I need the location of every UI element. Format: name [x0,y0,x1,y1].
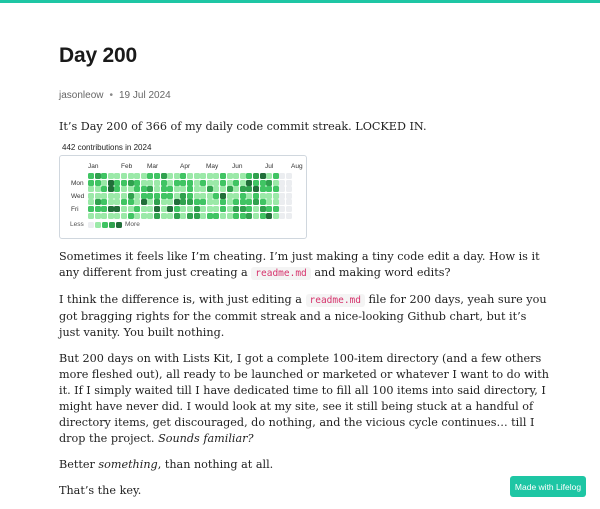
contribution-cell [147,206,153,212]
emphasis-text: Sounds familiar? [158,432,254,445]
legend-cell [116,222,122,228]
contribution-cell [134,206,140,212]
contribution-cell [128,199,134,205]
contribution-cell [134,173,140,179]
contribution-cell [240,199,246,205]
weekday-label: Fri [71,206,79,213]
contribution-cell [279,180,285,186]
paragraph-lists-kit [59,351,549,447]
contribution-cell [88,193,94,199]
contribution-cell [101,213,107,219]
contribution-cell [187,173,193,179]
post-date: 19 Jul 2024 [119,90,171,101]
contribution-cell [141,186,147,192]
contribution-cell [213,186,219,192]
contribution-cell [207,173,213,179]
contribution-cell [154,186,160,192]
contribution-count: 442 contributions in 2024 [62,143,152,152]
contribution-cell [246,206,252,212]
contribution-cell [286,199,292,205]
contribution-cell [95,199,101,205]
contribution-cell [88,180,94,186]
contribution-cell [253,173,259,179]
contribution-cell [114,186,120,192]
contribution-cell [266,199,272,205]
contribution-cell [167,206,173,212]
contribution-cell [141,199,147,205]
contribution-cell [147,186,153,192]
contribution-cell [253,186,259,192]
contribution-cell [246,199,252,205]
contribution-cell [233,199,239,205]
contribution-cell [286,186,292,192]
contribution-cell [207,199,213,205]
contribution-cell [134,186,140,192]
contribution-cell [101,206,107,212]
contribution-cell [187,206,193,212]
contribution-cell [161,213,167,219]
contribution-cell [121,193,127,199]
contribution-cell [279,206,285,212]
contribution-cell [108,186,114,192]
paragraph-text: and making word edits? [310,266,451,279]
contribution-cell [141,173,147,179]
contribution-cell [88,199,94,205]
contribution-cell [273,186,279,192]
contribution-cell [187,199,193,205]
month-label: Feb [121,163,133,170]
legend-cell [102,222,108,228]
contribution-cell [114,180,120,186]
contribution-cell [253,213,259,219]
contribution-cell [200,213,206,219]
contribution-cell [114,213,120,219]
contribution-cell [154,199,160,205]
contribution-cell [279,186,285,192]
contribution-cell [227,186,233,192]
month-label: May [206,163,219,170]
contribution-cell [180,206,186,212]
contribution-cell [187,186,193,192]
contribution-cell [213,180,219,186]
contribution-cell [253,180,259,186]
paragraph-text: Better [59,458,99,471]
contribution-cell [95,206,101,212]
contribution-cell [88,213,94,219]
legend-cell [109,222,115,228]
contribution-cell [174,206,180,212]
contribution-cell [121,206,127,212]
contribution-cell [108,173,114,179]
contribution-cell [174,173,180,179]
contribution-cell [266,173,272,179]
contribution-cell [246,186,252,192]
page-title: Day 200 [59,44,137,67]
contribution-cell [260,180,266,186]
contribution-cell [101,186,107,192]
month-label: Jul [265,163,274,170]
contribution-cell [174,199,180,205]
month-label: Jun [232,163,243,170]
contribution-cell [95,180,101,186]
contribution-cell [240,180,246,186]
contribution-cell [114,199,120,205]
paragraph-difference [59,292,549,341]
legend-cell [95,222,101,228]
paragraph-text: , than nothing at all. [157,458,274,471]
contribution-cell [128,206,134,212]
contribution-cell [260,193,266,199]
contribution-cell [147,180,153,186]
paragraph-text: file for 200 days, yeah sure you got bragging rights for the commit streak and a nice-looking Github chart, but it’s just vanity. You built nothing. [59,293,547,339]
paragraph-text: I think the difference is, with just editing a [59,293,306,306]
contribution-cell [128,186,134,192]
contribution-cell [273,180,279,186]
top-accent-bar [0,0,600,3]
contribution-cell [167,180,173,186]
contribution-cell [95,173,101,179]
contribution-cell [121,186,127,192]
contribution-cell [95,193,101,199]
contribution-cell [227,213,233,219]
contribution-cell [279,173,285,179]
contribution-cell [279,193,285,199]
made-with-lifelog-button[interactable]: Made with Lifelog [510,476,586,497]
contribution-cell [167,173,173,179]
inline-code: readme.md [306,294,365,307]
contribution-cell [121,173,127,179]
legend-more: More [125,221,140,228]
contribution-cell [233,186,239,192]
contribution-cell [233,173,239,179]
contribution-cell [279,213,285,219]
contribution-cell [240,173,246,179]
contribution-cell [253,199,259,205]
contribution-cell [200,186,206,192]
contribution-cell [246,213,252,219]
contribution-cell [147,213,153,219]
contribution-cell [227,180,233,186]
contribution-cell [108,199,114,205]
contribution-cell [147,199,153,205]
contribution-cell [141,180,147,186]
contribution-cell [154,180,160,186]
month-label: Aug [291,163,303,170]
emphasis-text: something [98,458,158,471]
contribution-cell [147,173,153,179]
contribution-cell [141,193,147,199]
contribution-cell [128,213,134,219]
contribution-cell [266,180,272,186]
contribution-cell [260,213,266,219]
contribution-cell [88,186,94,192]
contribution-cell [180,193,186,199]
contribution-cell [273,199,279,205]
contribution-cell [180,186,186,192]
contribution-cell [194,206,200,212]
contribution-cell [207,193,213,199]
contribution-cell [260,173,266,179]
contribution-graph-image [59,143,307,239]
paragraph-intro: It’s Day 200 of 366 of my daily code commit streak. LOCKED IN. [59,120,427,133]
contribution-cell [154,173,160,179]
contribution-cell [220,213,226,219]
contribution-cell [194,173,200,179]
contribution-cell [220,180,226,186]
contribution-cell [233,180,239,186]
contribution-cell [240,193,246,199]
contribution-cell [187,193,193,199]
contribution-cell [246,173,252,179]
contribution-cell [213,213,219,219]
paragraph-text: But 200 days on with Lists Kit, I got a complete 100-item directory (and a few others more fleshed out), all ready to be launched or marketed or whatever I want to do with it. If I simply waited till I have dedicated time to fill all 100 items into said directory, I might have never did. I would look at my site, see it still being stuck at a handful of directory items, get discouraged, do nothing, and the vicious cycle continues… till I drop the project. [59,352,549,445]
contribution-cell [286,193,292,199]
contribution-cell [227,173,233,179]
contribution-cell [161,186,167,192]
contribution-cell [174,186,180,192]
paragraph-better-something [59,457,549,473]
contribution-cell [167,186,173,192]
contribution-cell [253,193,259,199]
contribution-cell [194,199,200,205]
inline-code: readme.md [251,267,310,280]
contribution-cell [246,193,252,199]
contribution-cell [207,206,213,212]
contribution-cell [108,213,114,219]
contribution-cell [213,173,219,179]
contribution-cell [266,206,272,212]
contribution-cell [194,186,200,192]
contribution-cell [180,199,186,205]
contribution-cell [246,180,252,186]
contribution-cell [161,199,167,205]
contribution-cell [227,193,233,199]
contribution-cell [200,193,206,199]
month-label: Jan [88,163,99,170]
contribution-cell [154,206,160,212]
weekday-label: Mon [71,180,84,187]
contribution-cell [108,206,114,212]
contribution-cell [161,173,167,179]
contribution-cell [266,186,272,192]
contribution-cell [266,193,272,199]
contribution-cell [128,180,134,186]
contribution-cell [233,213,239,219]
contribution-cell [114,193,120,199]
contribution-cell [154,213,160,219]
contribution-cell [286,206,292,212]
month-label: Apr [180,163,191,170]
contribution-cell [108,193,114,199]
contribution-cell [273,173,279,179]
contribution-cell [88,173,94,179]
contribution-cell [141,213,147,219]
contribution-cell [174,213,180,219]
contribution-cell [279,199,285,205]
contribution-cell [194,193,200,199]
contribution-cell [95,213,101,219]
contribution-cell [227,199,233,205]
contribution-cell [174,180,180,186]
month-label: Mar [147,163,159,170]
contribution-cell [187,213,193,219]
contribution-cell [167,213,173,219]
weekday-label: Wed [71,193,85,200]
contribution-cell [108,180,114,186]
contribution-cell [180,173,186,179]
contribution-cell [240,213,246,219]
contribution-cell [200,180,206,186]
contribution-cell [134,193,140,199]
contribution-cell [227,206,233,212]
author-link[interactable]: jasonleow [59,90,104,101]
contribution-cell [101,180,107,186]
contribution-cell [121,213,127,219]
contribution-cell [161,180,167,186]
contribution-cell [240,206,246,212]
contribution-cell [266,213,272,219]
contribution-cell [213,206,219,212]
contribution-cell [114,173,120,179]
contribution-cell [260,206,266,212]
contribution-cell [147,193,153,199]
contribution-cell [88,206,94,212]
contribution-cell [121,199,127,205]
meta-separator: • [109,90,113,101]
post-article [59,44,549,499]
contribution-cell [128,193,134,199]
contribution-cell [180,180,186,186]
contribution-cell [213,199,219,205]
contribution-cell [200,199,206,205]
contribution-cell [207,213,213,219]
contribution-cell [167,199,173,205]
contribution-cell [161,206,167,212]
contribution-cell [194,213,200,219]
contribution-cell [154,193,160,199]
contribution-cell [101,193,107,199]
contribution-graph-box [59,155,307,239]
contribution-cell [260,199,266,205]
paragraph-key: That’s the key. [59,484,142,497]
contribution-cell [114,206,120,212]
contribution-cell [207,180,213,186]
contribution-cell [174,193,180,199]
contribution-cell [187,180,193,186]
contribution-cell [286,180,292,186]
contribution-cell [220,193,226,199]
paragraph-text: Sometimes it feels like I’m cheating. I’m just making a tiny code edit a day. How is it any different from just creating a [59,250,540,279]
contribution-cell [240,186,246,192]
post-meta [59,90,549,101]
contribution-cell [207,186,213,192]
contribution-cell [134,213,140,219]
contribution-cell [161,193,167,199]
contribution-cell [260,186,266,192]
contribution-cell [213,193,219,199]
contribution-cell [167,193,173,199]
contribution-cell [95,186,101,192]
contribution-cell [134,199,140,205]
contribution-cell [220,199,226,205]
contribution-cell [101,199,107,205]
contribution-cell [220,186,226,192]
contribution-cell [286,213,292,219]
legend-less: Less [70,221,84,228]
contribution-cell [286,173,292,179]
contribution-cell [200,173,206,179]
contribution-cell [194,180,200,186]
contribution-cell [233,193,239,199]
contribution-cell [273,213,279,219]
contribution-cell [121,180,127,186]
contribution-cell [253,206,259,212]
contribution-cell [220,173,226,179]
contribution-cell [134,180,140,186]
contribution-cell [273,206,279,212]
contribution-cell [101,173,107,179]
contribution-cell [233,206,239,212]
contribution-cell [200,206,206,212]
paragraph-cheating [59,249,549,282]
contribution-cell [180,213,186,219]
contribution-cell [273,193,279,199]
contribution-cell [128,173,134,179]
contribution-cell [141,206,147,212]
legend-cell [88,222,94,228]
contribution-cell [220,206,226,212]
